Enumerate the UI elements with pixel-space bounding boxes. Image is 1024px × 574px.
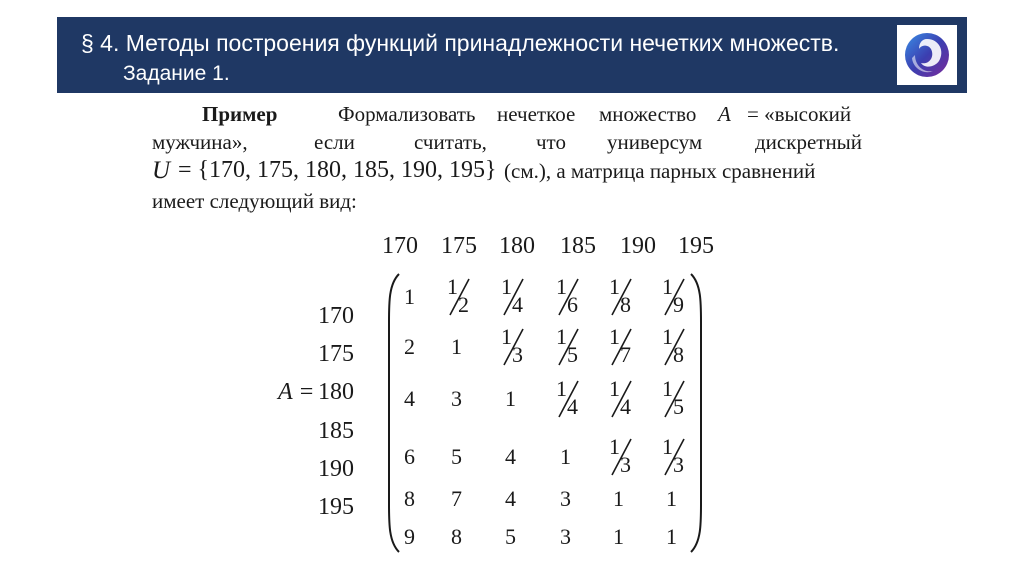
fraction-denominator: 6 (567, 292, 578, 317)
fraction-numerator: 1 (501, 324, 512, 349)
text-word: универсум (607, 130, 703, 154)
fraction-numerator: 1 (501, 274, 512, 299)
text-word: Формализовать (338, 102, 476, 126)
text-line-1 (152, 102, 867, 130)
fraction-numerator: 1 (556, 274, 567, 299)
text-line-3 (152, 157, 867, 185)
matrix-cell: 1 (666, 486, 677, 511)
fraction-denominator: 5 (673, 394, 684, 419)
matrix-label (278, 379, 314, 406)
matrix-cell: 6 (404, 444, 415, 469)
fraction-numerator: 1 (662, 434, 673, 459)
row-header: 170 (318, 303, 354, 329)
matrix-cell-fraction (445, 274, 473, 318)
matrix-cell: 3 (451, 386, 462, 411)
matrix-brackets (385, 272, 705, 554)
fraction-denominator: 3 (620, 452, 631, 477)
matrix-cell: 3 (560, 524, 571, 549)
row-header: 180 (318, 379, 354, 405)
fraction-denominator: 5 (567, 342, 578, 367)
matrix-cell-fraction (499, 324, 527, 368)
text-word: что (536, 130, 566, 154)
fraction-denominator: 9 (673, 292, 684, 317)
slide-subtitle: Задание 1. (123, 62, 230, 85)
text-word: = «высокий (747, 102, 852, 126)
fraction-denominator: 4 (512, 292, 523, 317)
fraction-numerator: 1 (556, 376, 567, 401)
row-header: 175 (318, 341, 354, 367)
fraction-denominator: 8 (673, 342, 684, 367)
matrix-cell: 8 (451, 524, 462, 549)
fraction-numerator: 1 (662, 376, 673, 401)
matrix-cell: 1 (404, 284, 415, 309)
text-word: если (314, 130, 355, 154)
fraction-numerator: 1 (609, 324, 620, 349)
fraction-numerator: 1 (609, 376, 620, 401)
fraction-denominator: 3 (673, 452, 684, 477)
matrix-cell-fraction (660, 274, 688, 318)
fraction-denominator: 7 (620, 342, 631, 367)
col-header: 195 (678, 233, 714, 259)
fraction-numerator: 1 (662, 324, 673, 349)
text-word: (см.), а матрица парных сравнений (504, 159, 816, 183)
col-header: 175 (441, 233, 477, 259)
matrix-cell: 4 (505, 486, 516, 511)
text-word: имеет следующий вид: (152, 189, 357, 213)
col-header: 185 (560, 233, 596, 259)
matrix-cell: 9 (404, 524, 415, 549)
matrix-cell: 2 (404, 334, 415, 359)
matrix-cell-fraction (554, 274, 582, 318)
matrix-cell: 4 (505, 444, 516, 469)
text-var: U (152, 157, 171, 184)
matrix-cell: 1 (505, 386, 516, 411)
text-word: нечеткое (497, 102, 576, 126)
matrix-cell: 1 (613, 524, 624, 549)
fraction-numerator: 1 (662, 274, 673, 299)
matrix-cell: 8 (404, 486, 415, 511)
matrix-cell-fraction (607, 376, 635, 420)
matrix-cell-fraction (660, 324, 688, 368)
fraction-numerator: 1 (556, 324, 567, 349)
fraction-denominator: 4 (620, 394, 631, 419)
text-line-2 (152, 130, 867, 158)
matrix-cell-fraction (607, 434, 635, 478)
col-header: 190 (620, 233, 656, 259)
matrix-cell-fraction (554, 324, 582, 368)
example-label: Пример (202, 102, 278, 126)
slide-header (57, 17, 967, 93)
row-header: 190 (318, 456, 354, 482)
matrix-cell-fraction (660, 376, 688, 420)
text-word: мужчина», (152, 130, 248, 154)
slide-title: § 4. Методы построения функций принадлежности нечетких множеств. (81, 30, 840, 56)
fraction-denominator: 2 (458, 292, 469, 317)
matrix-cell-fraction (660, 434, 688, 478)
fraction-denominator: 3 (512, 342, 523, 367)
fraction-numerator: 1 (447, 274, 458, 299)
text-word: считать, (414, 130, 487, 154)
fraction-denominator: 4 (567, 394, 578, 419)
fraction-numerator: 1 (609, 274, 620, 299)
matrix-cell-fraction (499, 274, 527, 318)
logo (897, 25, 957, 85)
text-word: множество (599, 102, 697, 126)
matrix-cell: 7 (451, 486, 462, 511)
row-header: 195 (318, 494, 354, 520)
matrix-cell-fraction (554, 376, 582, 420)
matrix-cell: 1 (451, 334, 462, 359)
col-header: 170 (382, 233, 418, 259)
fraction-denominator: 8 (620, 292, 631, 317)
fraction-numerator: 1 (609, 434, 620, 459)
matrix-cell-fraction (607, 324, 635, 368)
text-line-4 (152, 189, 867, 217)
matrix-name: A = (278, 379, 315, 405)
matrix-cell: 1 (666, 524, 677, 549)
matrix-cell: 1 (613, 486, 624, 511)
matrix-cell: 4 (404, 386, 415, 411)
row-header: 185 (318, 418, 354, 444)
matrix-cell: 5 (505, 524, 516, 549)
text-word: дискретный (755, 130, 863, 154)
col-header: 180 (499, 233, 535, 259)
logo-icon (897, 25, 957, 85)
matrix-cell-fraction (607, 274, 635, 318)
matrix-cell: 3 (560, 486, 571, 511)
matrix-cell: 5 (451, 444, 462, 469)
text-set: = {170, 175, 180, 185, 190, 195} (178, 157, 497, 183)
matrix-cell: 1 (560, 444, 571, 469)
text-var: A (718, 102, 731, 126)
